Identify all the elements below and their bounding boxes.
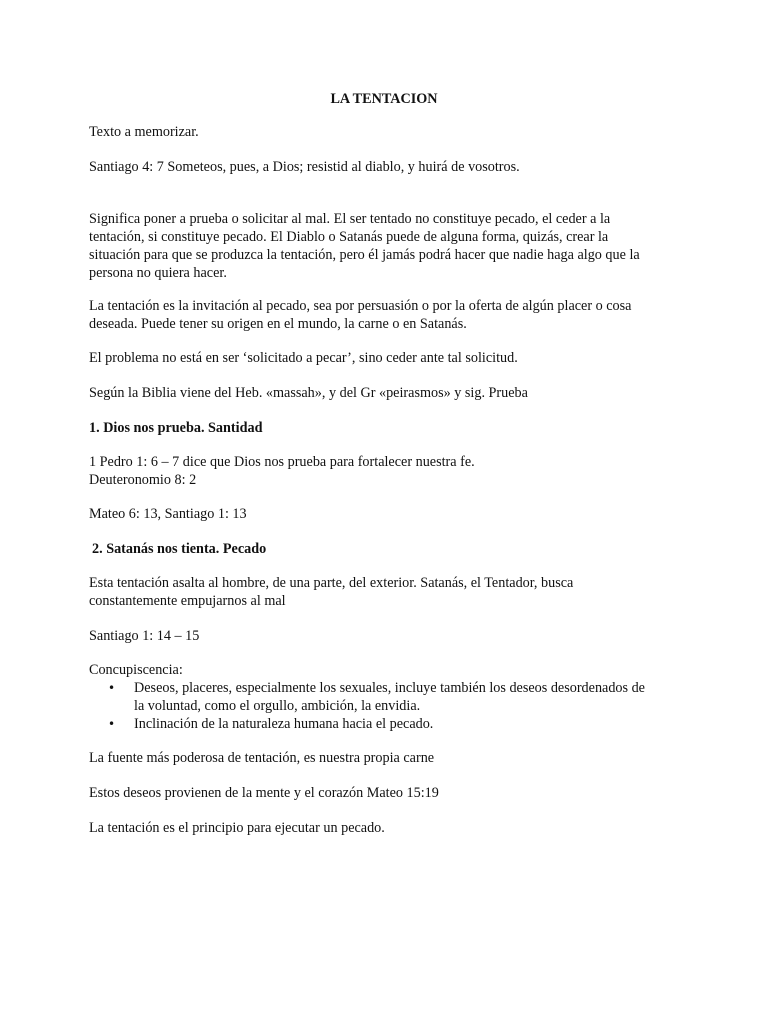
memorize-label: Texto a memorizar.: [89, 124, 199, 140]
section2-heading: [92, 540, 266, 558]
section1-heading-start: 1. Dios nos prueba.: [89, 420, 205, 436]
intro-line-3: situación para que se produzca la tentación, pero él jamás podrá hacer que nadie haga algo que la: [89, 247, 640, 263]
bullet-icon: •: [108, 681, 116, 695]
section1-ref-1: 1 Pedro 1: 6 – 7 dice que Dios nos prueba para fortalecer nuestra fe.: [89, 454, 475, 470]
section1-ref-2: Deuteronomio 8: 2: [89, 472, 197, 488]
section2-text-line-1: Esta tentación asalta al hombre, de una parte, del exterior. Satanás, el Tentador, busca: [89, 575, 574, 591]
intro-line-4: persona no quiera hacer.: [89, 265, 227, 281]
concupiscencia-item-1-line-2: la voluntad, como el orgullo, ambición, la envidia.: [134, 698, 421, 714]
section2-heading-end: Pecado: [222, 541, 267, 557]
invitation-line-2: deseada. Puede tener su origen en el mundo, la carne o en Satanás.: [89, 316, 467, 332]
closing-line-1: La fuente más poderosa de tentación, es nuestra propia carne: [89, 750, 435, 766]
section2-ref: Santiago 1: 14 – 15: [89, 628, 200, 644]
concupiscencia-label: Concupiscencia:: [89, 662, 183, 678]
section1-heading: [89, 419, 262, 437]
section1-heading-end: Santidad: [208, 420, 263, 436]
intro-line-2: tentación, si constituye pecado. El Diablo o Satanás puede de alguna forma, quizás, crear la: [89, 229, 609, 245]
memorize-verse: Santiago 4: 7 Someteos, pues, a Dios; resistid al diablo, y huirá de vosotros.: [89, 159, 520, 175]
closing-line-3: La tentación es el principio para ejecutar un pecado.: [89, 820, 385, 836]
concupiscencia-item-2: Inclinación de la naturaleza humana hacia el pecado.: [134, 716, 434, 732]
document-title: LA TENTACION: [330, 91, 438, 107]
section2-heading-start: 2. Satanás nos tienta.: [92, 541, 220, 557]
section1-ref-3: Mateo 6: 13, Santiago 1: 13: [89, 506, 247, 522]
section2-text-line-2: constantemente empujarnos al mal: [89, 593, 286, 609]
bullet-icon: •: [108, 717, 116, 731]
problem-text: El problema no está en ser ‘solicitado a pecar’, sino ceder ante tal solicitud.: [89, 350, 518, 366]
concupiscencia-item-1-line-1: Deseos, placeres, especialmente los sexuales, incluye también los deseos desordenados de: [134, 680, 645, 696]
closing-line-2: Estos deseos provienen de la mente y el corazón Mateo 15:19: [89, 785, 439, 801]
invitation-line-1: La tentación es la invitación al pecado, sea por persuasión o por la oferta de algún placer o cosa: [89, 298, 632, 314]
intro-line-1: Significa poner a prueba o solicitar al mal. El ser tentado no constituye pecado, el ceder a la: [89, 211, 611, 227]
etymology-text: Según la Biblia viene del Heb. «massah», y del Gr «peirasmos» y sig. Prueba: [89, 385, 528, 401]
